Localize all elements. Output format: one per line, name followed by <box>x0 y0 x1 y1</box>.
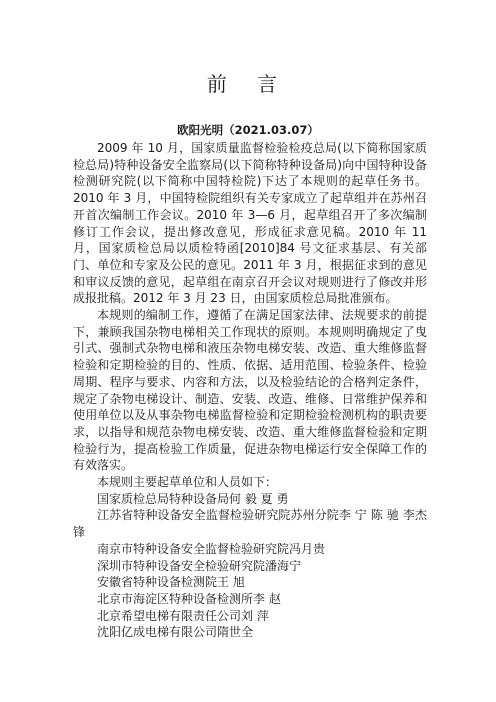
drafter-line: 深圳市特种设备安全检验研究院潘海宁 <box>97 558 302 573</box>
paragraph-scope: 本规则的编制工作，遵循了在满足国家法律、法规要求的前提下，兼顾我国杂物电梯相关工作现状的原则。本规则明确规定了曳引式、强制式杂物电梯和液压杂物电梯安装、改造、重大维修监督检验和定期检验的目的、性质、依据、适用范围、检验条件、检验周期、程序与要求、内容和方法，以及检验结论的合格判定条件，规定了杂物电梯设计、制造、安装、改造、维修、日常维护保养和使用单位以及从事杂物电梯监督检验和定期检验检测机构的职责要求，以指导和规范杂物电梯安装、改造、重大维修监督检验和定期检验行为，提高检验工作质量，促进杂物电梯运行安全保障工作的有效落实。 <box>73 308 427 473</box>
drafter-line: 北京市海淀区特种设备检测所李 赵 <box>97 591 281 606</box>
drafter-line: 北京希望电梯有限责任公司刘 萍 <box>97 608 269 623</box>
paragraph-history: 2009 年 10 月，国家质量监督检验检疫总局(以下简称国家质检总局)特种设备安全监察局(以下简称特种设备局)向中国特种设备检测研究院(以下简称中国特检院)下达了本规则的起草任务书。2010 年 3 月，中国特检院组织有关专家成立了起草组并在苏州召开首次编制工作会议。2010 年 3—6 月，起草组召开了多次编制修订工作会议，提出修改意见，形成征求意见稿。2010 年 11 月，国家质检总局以质检特函[2010]84 号文征求基层、有关部门、单位和专家及公民的意见。2011 年 3 月，根据征求到的意见和审议反馈的意见，起草组在南京召开会议对规则进行了修改并形成报批稿。2012 年 3 月 23 日，由国家质检总局批准颁布。 <box>73 141 427 306</box>
drafter-line: 安徽省特种设备检测院王 旭 <box>97 575 245 590</box>
page-title: 前 言 <box>206 72 290 96</box>
paragraph-drafters-intro: 本规则主要起草单位和人员如下： <box>97 475 278 490</box>
drafter-line: 南京市特种设备安全监督检验研究院冯月贵 <box>97 541 326 556</box>
drafter-line: 沈阳亿成电梯有限公司隋世全 <box>97 625 254 640</box>
author-line: 欧阳光明（2021.03.07） <box>177 123 319 137</box>
document-body <box>73 140 427 641</box>
drafter-line: 国家质检总局特种设备局何 毅 夏 勇 <box>97 491 289 506</box>
drafter-line: 江苏省特种设备安全监督检验研究院苏州分院李 宁 陈 驰 李杰锋 <box>73 508 427 540</box>
